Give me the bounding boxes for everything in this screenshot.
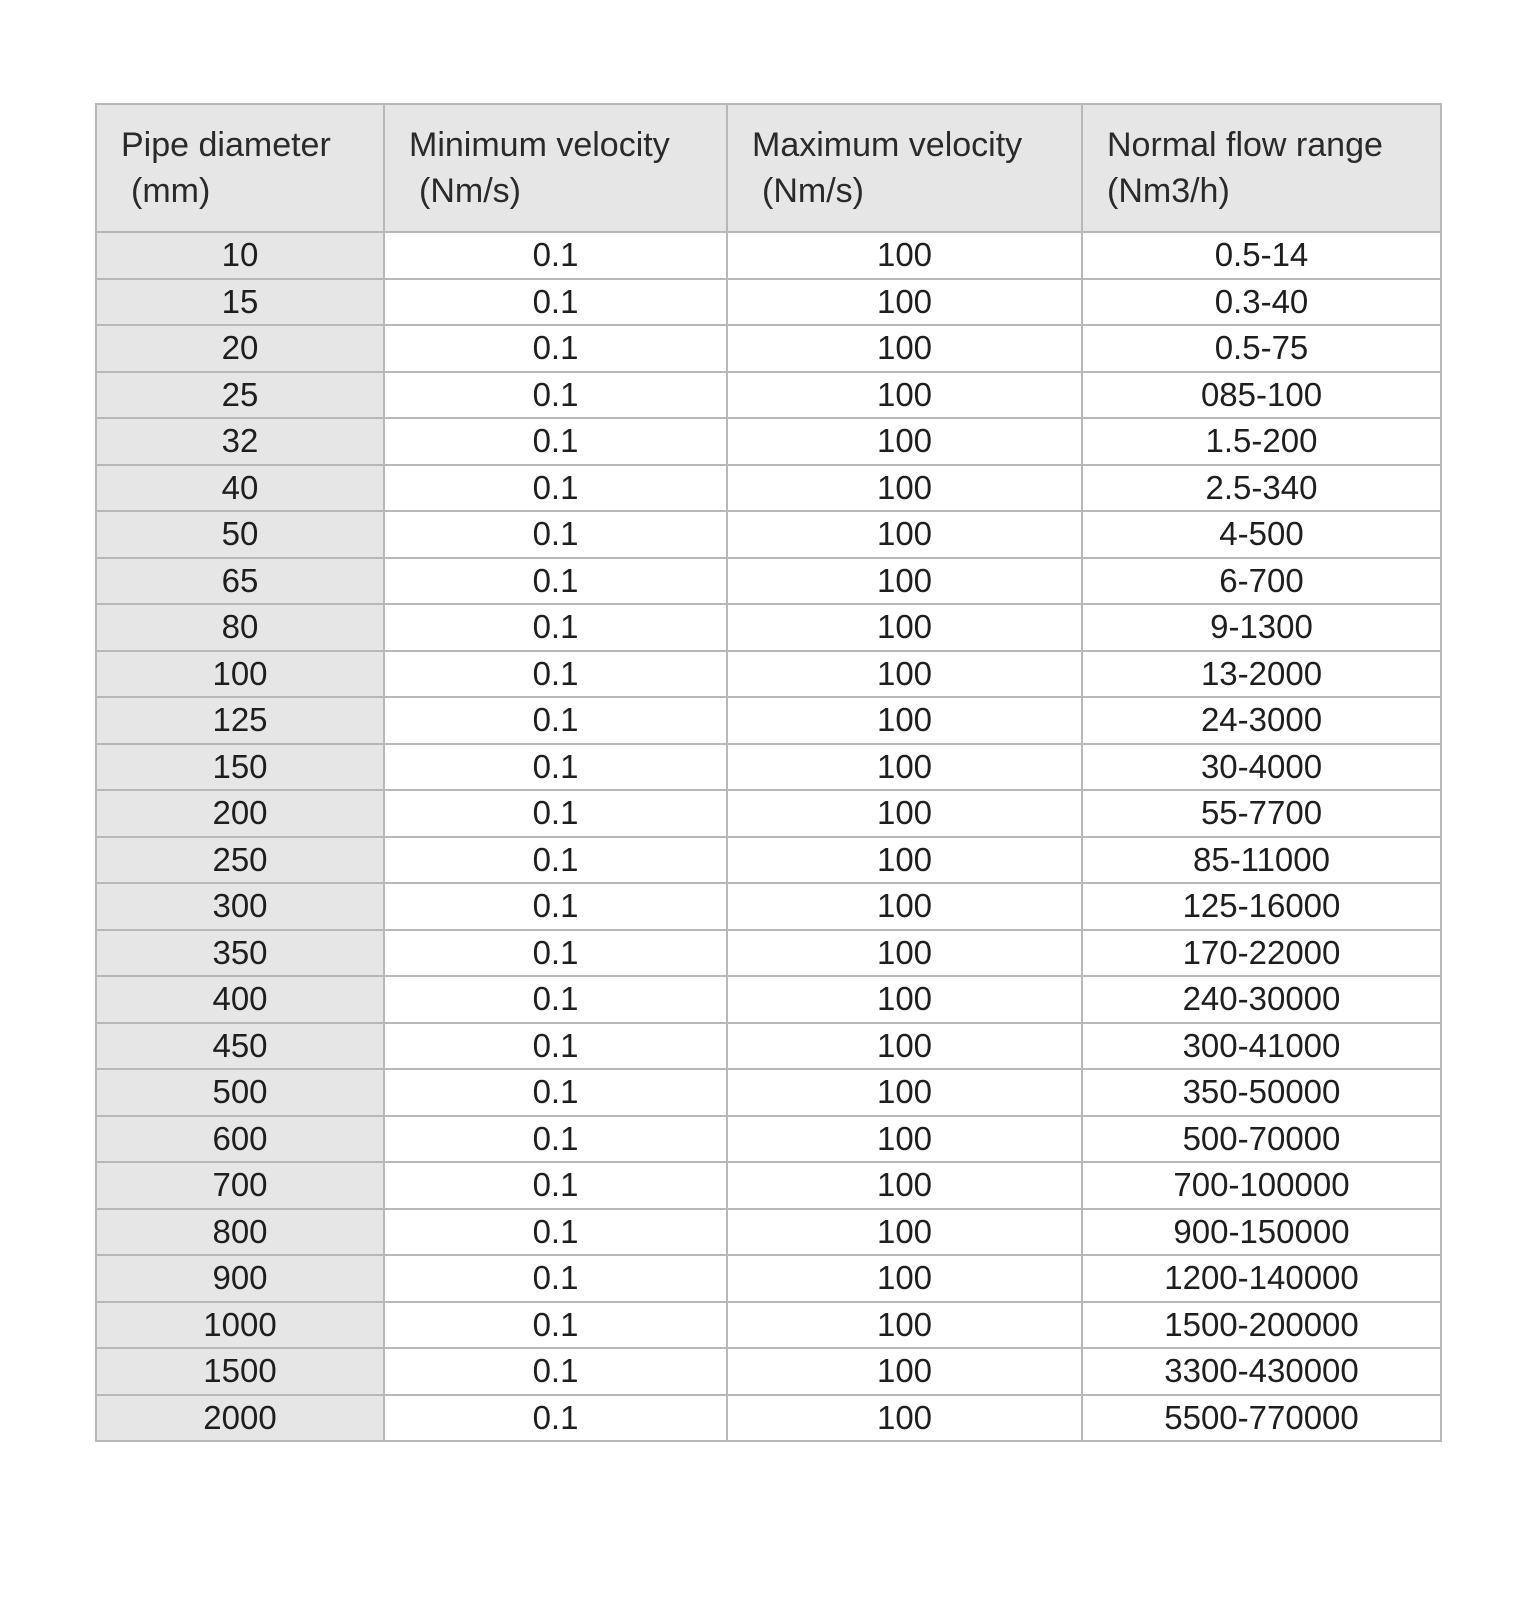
cell-pipe-diameter: 400 [96, 976, 384, 1023]
cell-maximum-velocity: 100 [727, 511, 1082, 558]
cell-maximum-velocity: 100 [727, 1395, 1082, 1442]
header-minimum-velocity [384, 104, 727, 232]
cell-minimum-velocity: 0.1 [384, 1116, 727, 1163]
cell-pipe-diameter: 1000 [96, 1302, 384, 1349]
table-row [96, 558, 1441, 605]
cell-maximum-velocity: 100 [727, 1209, 1082, 1256]
cell-normal-flow-range: 085-100 [1082, 372, 1441, 419]
cell-minimum-velocity: 0.1 [384, 790, 727, 837]
cell-maximum-velocity: 100 [727, 1302, 1082, 1349]
cell-minimum-velocity: 0.1 [384, 1209, 727, 1256]
cell-minimum-velocity: 0.1 [384, 232, 727, 279]
table-row [96, 232, 1441, 279]
cell-maximum-velocity: 100 [727, 558, 1082, 605]
cell-pipe-diameter: 150 [96, 744, 384, 791]
table-row [96, 651, 1441, 698]
header-label: Minimum velocity [409, 126, 670, 164]
cell-maximum-velocity: 100 [727, 465, 1082, 512]
header-unit: (Nm/s) [419, 172, 521, 210]
cell-normal-flow-range: 6-700 [1082, 558, 1441, 605]
cell-minimum-velocity: 0.1 [384, 883, 727, 930]
header-unit: (mm) [131, 172, 211, 210]
cell-normal-flow-range: 300-41000 [1082, 1023, 1441, 1070]
cell-maximum-velocity: 100 [727, 1023, 1082, 1070]
cell-pipe-diameter: 2000 [96, 1395, 384, 1442]
cell-normal-flow-range: 55-7700 [1082, 790, 1441, 837]
cell-pipe-diameter: 100 [96, 651, 384, 698]
cell-normal-flow-range: 500-70000 [1082, 1116, 1441, 1163]
cell-pipe-diameter: 200 [96, 790, 384, 837]
table-row [96, 790, 1441, 837]
cell-maximum-velocity: 100 [727, 1162, 1082, 1209]
table-row [96, 604, 1441, 651]
cell-minimum-velocity: 0.1 [384, 604, 727, 651]
cell-pipe-diameter: 25 [96, 372, 384, 419]
cell-normal-flow-range: 125-16000 [1082, 883, 1441, 930]
cell-normal-flow-range: 30-4000 [1082, 744, 1441, 791]
cell-minimum-velocity: 0.1 [384, 1162, 727, 1209]
table-row [96, 511, 1441, 558]
table-row [96, 1395, 1441, 1442]
cell-normal-flow-range: 0.5-75 [1082, 325, 1441, 372]
table-row [96, 1023, 1441, 1070]
cell-normal-flow-range: 3300-430000 [1082, 1348, 1441, 1395]
cell-normal-flow-range: 9-1300 [1082, 604, 1441, 651]
cell-minimum-velocity: 0.1 [384, 744, 727, 791]
cell-normal-flow-range: 85-11000 [1082, 837, 1441, 884]
cell-maximum-velocity: 100 [727, 418, 1082, 465]
cell-minimum-velocity: 0.1 [384, 1255, 727, 1302]
table-body [96, 232, 1441, 1441]
cell-maximum-velocity: 100 [727, 279, 1082, 326]
cell-pipe-diameter: 40 [96, 465, 384, 512]
cell-pipe-diameter: 700 [96, 1162, 384, 1209]
cell-minimum-velocity: 0.1 [384, 511, 727, 558]
cell-minimum-velocity: 0.1 [384, 418, 727, 465]
cell-normal-flow-range: 1500-200000 [1082, 1302, 1441, 1349]
cell-minimum-velocity: 0.1 [384, 325, 727, 372]
table-row [96, 1348, 1441, 1395]
cell-minimum-velocity: 0.1 [384, 837, 727, 884]
cell-maximum-velocity: 100 [727, 372, 1082, 419]
cell-pipe-diameter: 65 [96, 558, 384, 605]
cell-minimum-velocity: 0.1 [384, 465, 727, 512]
table-row [96, 1302, 1441, 1349]
header-label: Normal flow range [1107, 126, 1383, 164]
cell-pipe-diameter: 250 [96, 837, 384, 884]
cell-pipe-diameter: 500 [96, 1069, 384, 1116]
header-label: Pipe diameter [121, 126, 331, 164]
cell-pipe-diameter: 800 [96, 1209, 384, 1256]
table-row [96, 883, 1441, 930]
cell-normal-flow-range: 0.5-14 [1082, 232, 1441, 279]
cell-pipe-diameter: 20 [96, 325, 384, 372]
flow-spec-table [95, 103, 1442, 1442]
header-normal-flow-range [1082, 104, 1441, 232]
cell-minimum-velocity: 0.1 [384, 1302, 727, 1349]
cell-normal-flow-range: 1200-140000 [1082, 1255, 1441, 1302]
cell-maximum-velocity: 100 [727, 930, 1082, 977]
cell-pipe-diameter: 125 [96, 697, 384, 744]
table-row [96, 1069, 1441, 1116]
cell-minimum-velocity: 0.1 [384, 1069, 727, 1116]
cell-pipe-diameter: 300 [96, 883, 384, 930]
header-unit: (Nm/s) [762, 172, 864, 210]
cell-minimum-velocity: 0.1 [384, 1395, 727, 1442]
table-header [96, 104, 1441, 232]
table-row [96, 325, 1441, 372]
cell-pipe-diameter: 80 [96, 604, 384, 651]
cell-normal-flow-range: 2.5-340 [1082, 465, 1441, 512]
cell-maximum-velocity: 100 [727, 325, 1082, 372]
table-row [96, 697, 1441, 744]
cell-minimum-velocity: 0.1 [384, 279, 727, 326]
cell-pipe-diameter: 10 [96, 232, 384, 279]
cell-minimum-velocity: 0.1 [384, 697, 727, 744]
cell-normal-flow-range: 900-150000 [1082, 1209, 1441, 1256]
table-row [96, 1162, 1441, 1209]
cell-minimum-velocity: 0.1 [384, 930, 727, 977]
cell-normal-flow-range: 350-50000 [1082, 1069, 1441, 1116]
table-row [96, 930, 1441, 977]
cell-minimum-velocity: 0.1 [384, 1348, 727, 1395]
cell-minimum-velocity: 0.1 [384, 976, 727, 1023]
header-row [96, 104, 1441, 232]
table-row [96, 372, 1441, 419]
cell-maximum-velocity: 100 [727, 1348, 1082, 1395]
header-pipe-diameter [96, 104, 384, 232]
cell-maximum-velocity: 100 [727, 604, 1082, 651]
cell-maximum-velocity: 100 [727, 744, 1082, 791]
cell-normal-flow-range: 170-22000 [1082, 930, 1441, 977]
cell-minimum-velocity: 0.1 [384, 372, 727, 419]
table-row [96, 744, 1441, 791]
header-maximum-velocity [727, 104, 1082, 232]
cell-pipe-diameter: 450 [96, 1023, 384, 1070]
cell-normal-flow-range: 13-2000 [1082, 651, 1441, 698]
cell-pipe-diameter: 32 [96, 418, 384, 465]
cell-normal-flow-range: 240-30000 [1082, 976, 1441, 1023]
cell-minimum-velocity: 0.1 [384, 558, 727, 605]
cell-normal-flow-range: 4-500 [1082, 511, 1441, 558]
cell-maximum-velocity: 100 [727, 651, 1082, 698]
cell-pipe-diameter: 1500 [96, 1348, 384, 1395]
table-row [96, 837, 1441, 884]
cell-normal-flow-range: 1.5-200 [1082, 418, 1441, 465]
cell-maximum-velocity: 100 [727, 790, 1082, 837]
table-row [96, 976, 1441, 1023]
cell-normal-flow-range: 0.3-40 [1082, 279, 1441, 326]
cell-maximum-velocity: 100 [727, 232, 1082, 279]
header-unit: (Nm3/h) [1107, 172, 1230, 210]
cell-maximum-velocity: 100 [727, 837, 1082, 884]
cell-maximum-velocity: 100 [727, 1116, 1082, 1163]
table-row [96, 1255, 1441, 1302]
table-row [96, 465, 1441, 512]
table-row [96, 279, 1441, 326]
cell-maximum-velocity: 100 [727, 883, 1082, 930]
cell-maximum-velocity: 100 [727, 1069, 1082, 1116]
cell-maximum-velocity: 100 [727, 976, 1082, 1023]
cell-pipe-diameter: 350 [96, 930, 384, 977]
cell-pipe-diameter: 50 [96, 511, 384, 558]
cell-pipe-diameter: 600 [96, 1116, 384, 1163]
table-row [96, 1209, 1441, 1256]
table-row [96, 418, 1441, 465]
cell-pipe-diameter: 15 [96, 279, 384, 326]
header-label: Maximum velocity [752, 126, 1023, 164]
cell-minimum-velocity: 0.1 [384, 651, 727, 698]
cell-maximum-velocity: 100 [727, 1255, 1082, 1302]
cell-pipe-diameter: 900 [96, 1255, 384, 1302]
cell-normal-flow-range: 24-3000 [1082, 697, 1441, 744]
cell-minimum-velocity: 0.1 [384, 1023, 727, 1070]
cell-normal-flow-range: 5500-770000 [1082, 1395, 1441, 1442]
table-row [96, 1116, 1441, 1163]
cell-maximum-velocity: 100 [727, 697, 1082, 744]
cell-normal-flow-range: 700-100000 [1082, 1162, 1441, 1209]
